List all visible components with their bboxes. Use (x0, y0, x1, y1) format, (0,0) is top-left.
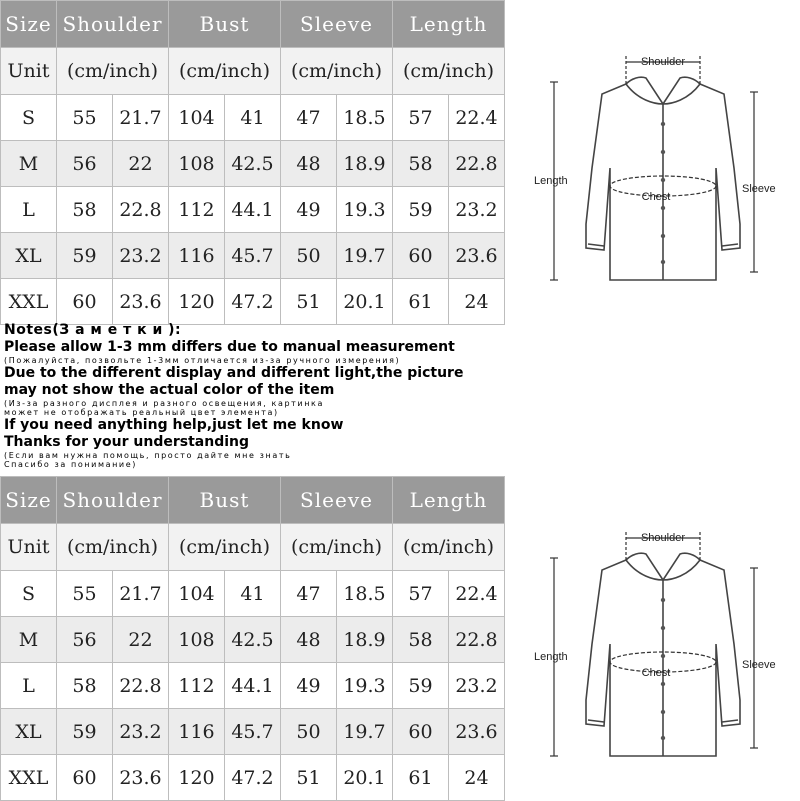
header-shoulder: Shoulder (57, 477, 169, 524)
bust-inch-cell: 44.1 (225, 663, 281, 709)
bust-inch-cell: 42.5 (225, 141, 281, 187)
note-thanks-ru: Спасибо за понимание) (4, 460, 137, 469)
table-row (1, 187, 505, 233)
note-help: If you need anything help,just let me know (4, 417, 344, 433)
table-row (1, 233, 505, 279)
header-shoulder: Shoulder (57, 1, 169, 48)
shoulder-inch-cell: 23.2 (113, 709, 169, 755)
size-cell: L (1, 187, 57, 233)
sleeve-cm-cell: 51 (281, 755, 337, 801)
unit-bust: (cm/inch) (169, 524, 281, 571)
shoulder-inch-cell: 22.8 (113, 663, 169, 709)
unit-row (1, 48, 505, 95)
shoulder-inch-cell: 22.8 (113, 187, 169, 233)
length-cm-cell: 58 (393, 617, 449, 663)
table-row (1, 663, 505, 709)
length-cm-cell: 61 (393, 755, 449, 801)
sleeve-cm-cell: 49 (281, 663, 337, 709)
bust-inch-cell: 44.1 (225, 187, 281, 233)
shoulder-inch-cell: 22 (113, 141, 169, 187)
note-thanks: Thanks for your understanding (4, 434, 250, 450)
length-cm-cell: 59 (393, 187, 449, 233)
bust-cm-cell: 120 (169, 755, 225, 801)
bust-cm-cell: 112 (169, 187, 225, 233)
sleeve-inch-cell: 18.9 (337, 141, 393, 187)
bust-cm-cell: 108 (169, 141, 225, 187)
shoulder-cm-cell: 58 (57, 187, 113, 233)
size-cell: M (1, 141, 57, 187)
bust-cm-cell: 104 (169, 571, 225, 617)
shirt-measurement-diagram (528, 48, 790, 288)
shoulder-cm-cell: 55 (57, 95, 113, 141)
sleeve-inch-cell: 20.1 (337, 279, 393, 325)
size-cell: XL (1, 233, 57, 279)
length-cm-cell: 57 (393, 95, 449, 141)
length-inch-cell: 24 (449, 279, 505, 325)
shirt-measurement-diagram (528, 524, 790, 764)
bust-cm-cell: 108 (169, 617, 225, 663)
table-row (1, 755, 505, 801)
header-row (1, 1, 505, 48)
shoulder-inch-cell: 21.7 (113, 571, 169, 617)
note-measurement-ru: (Пожалуйста, позвольте 1-3мм отличается из-за ручного измерения) (4, 356, 401, 365)
shoulder-cm-cell: 55 (57, 571, 113, 617)
sleeve-cm-cell: 48 (281, 141, 337, 187)
unit-length: (cm/inch) (393, 48, 505, 95)
table-row (1, 571, 505, 617)
length-inch-cell: 24 (449, 755, 505, 801)
bust-cm-cell: 120 (169, 279, 225, 325)
table-row (1, 709, 505, 755)
shoulder-cm-cell: 58 (57, 663, 113, 709)
sleeve-label: Sleeve (742, 659, 776, 671)
shoulder-inch-cell: 21.7 (113, 95, 169, 141)
sleeve-inch-cell: 18.5 (337, 95, 393, 141)
note-display: Due to the different display and different light,the picture (4, 365, 464, 381)
table-row (1, 617, 505, 663)
unit-length: (cm/inch) (393, 524, 505, 571)
length-inch-cell: 22.4 (449, 571, 505, 617)
unit-sleeve: (cm/inch) (281, 524, 393, 571)
bust-cm-cell: 116 (169, 233, 225, 279)
shirt-illustration (528, 524, 790, 764)
size-cell: XL (1, 709, 57, 755)
unit-shoulder: (cm/inch) (57, 48, 169, 95)
bust-inch-cell: 42.5 (225, 617, 281, 663)
note-help-ru: (Если вам нужна помощь, просто дайте мне знать (4, 451, 292, 460)
note-color-ru-b: может не отображать реальный цвет элемента) (4, 408, 279, 417)
sleeve-inch-cell: 19.7 (337, 233, 393, 279)
table-row (1, 279, 505, 325)
length-inch-cell: 22.4 (449, 95, 505, 141)
note-color-ru-a: (Из-за разного дисплея и разного освещения, картинка (4, 399, 324, 408)
shoulder-label: Shoulder (640, 56, 686, 68)
bust-inch-cell: 41 (225, 571, 281, 617)
size-cell: S (1, 571, 57, 617)
sleeve-cm-cell: 47 (281, 571, 337, 617)
length-inch-cell: 22.8 (449, 617, 505, 663)
header-size: Size (1, 1, 57, 48)
length-cm-cell: 60 (393, 233, 449, 279)
sleeve-inch-cell: 19.7 (337, 709, 393, 755)
shoulder-cm-cell: 56 (57, 141, 113, 187)
sleeve-inch-cell: 18.5 (337, 571, 393, 617)
notes-title: Notes(З а м е т к и ): (4, 322, 182, 338)
chest-label: Chest (641, 191, 671, 203)
size-cell: L (1, 663, 57, 709)
size-cell: M (1, 617, 57, 663)
header-bust: Bust (169, 1, 281, 48)
shoulder-label: Shoulder (640, 532, 686, 544)
length-inch-cell: 23.2 (449, 663, 505, 709)
shoulder-cm-cell: 60 (57, 279, 113, 325)
unit-shoulder: (cm/inch) (57, 524, 169, 571)
unit-row (1, 524, 505, 571)
table-row (1, 141, 505, 187)
length-inch-cell: 22.8 (449, 141, 505, 187)
note-measurement: Please allow 1-3 mm differs due to manual measurement (4, 339, 455, 355)
bust-inch-cell: 45.7 (225, 709, 281, 755)
sleeve-cm-cell: 49 (281, 187, 337, 233)
length-cm-cell: 61 (393, 279, 449, 325)
header-bust: Bust (169, 477, 281, 524)
size-cell: XXL (1, 279, 57, 325)
shoulder-inch-cell: 22 (113, 617, 169, 663)
length-label: Length (534, 651, 568, 663)
size-chart-table-bottom (0, 476, 505, 801)
bust-inch-cell: 47.2 (225, 279, 281, 325)
sleeve-inch-cell: 18.9 (337, 617, 393, 663)
header-length: Length (393, 477, 505, 524)
header-row (1, 477, 505, 524)
shoulder-cm-cell: 56 (57, 617, 113, 663)
bust-inch-cell: 41 (225, 95, 281, 141)
sleeve-label: Sleeve (742, 183, 776, 195)
sleeve-inch-cell: 19.3 (337, 187, 393, 233)
shoulder-inch-cell: 23.6 (113, 755, 169, 801)
chest-label: Chest (641, 667, 671, 679)
bust-inch-cell: 45.7 (225, 233, 281, 279)
unit-label: Unit (1, 48, 57, 95)
sleeve-inch-cell: 19.3 (337, 663, 393, 709)
bust-cm-cell: 112 (169, 663, 225, 709)
size-cell: S (1, 95, 57, 141)
shirt-illustration (528, 48, 790, 288)
length-cm-cell: 59 (393, 663, 449, 709)
notes-block (4, 322, 796, 469)
size-chart-table-top (0, 0, 505, 325)
shoulder-cm-cell: 59 (57, 709, 113, 755)
table-row (1, 95, 505, 141)
header-size: Size (1, 477, 57, 524)
bust-cm-cell: 104 (169, 95, 225, 141)
length-label: Length (534, 175, 568, 187)
unit-label: Unit (1, 524, 57, 571)
header-sleeve: Sleeve (281, 1, 393, 48)
sleeve-cm-cell: 47 (281, 95, 337, 141)
header-length: Length (393, 1, 505, 48)
bust-cm-cell: 116 (169, 709, 225, 755)
length-cm-cell: 60 (393, 709, 449, 755)
shoulder-inch-cell: 23.2 (113, 233, 169, 279)
sleeve-inch-cell: 20.1 (337, 755, 393, 801)
note-color: may not show the actual color of the item (4, 382, 335, 398)
sleeve-cm-cell: 50 (281, 709, 337, 755)
size-cell: XXL (1, 755, 57, 801)
length-inch-cell: 23.6 (449, 233, 505, 279)
length-cm-cell: 58 (393, 141, 449, 187)
unit-sleeve: (cm/inch) (281, 48, 393, 95)
shoulder-cm-cell: 59 (57, 233, 113, 279)
sleeve-cm-cell: 50 (281, 233, 337, 279)
unit-bust: (cm/inch) (169, 48, 281, 95)
length-inch-cell: 23.6 (449, 709, 505, 755)
shoulder-inch-cell: 23.6 (113, 279, 169, 325)
shoulder-cm-cell: 60 (57, 755, 113, 801)
sleeve-cm-cell: 48 (281, 617, 337, 663)
sleeve-cm-cell: 51 (281, 279, 337, 325)
bust-inch-cell: 47.2 (225, 755, 281, 801)
length-inch-cell: 23.2 (449, 187, 505, 233)
header-sleeve: Sleeve (281, 477, 393, 524)
length-cm-cell: 57 (393, 571, 449, 617)
